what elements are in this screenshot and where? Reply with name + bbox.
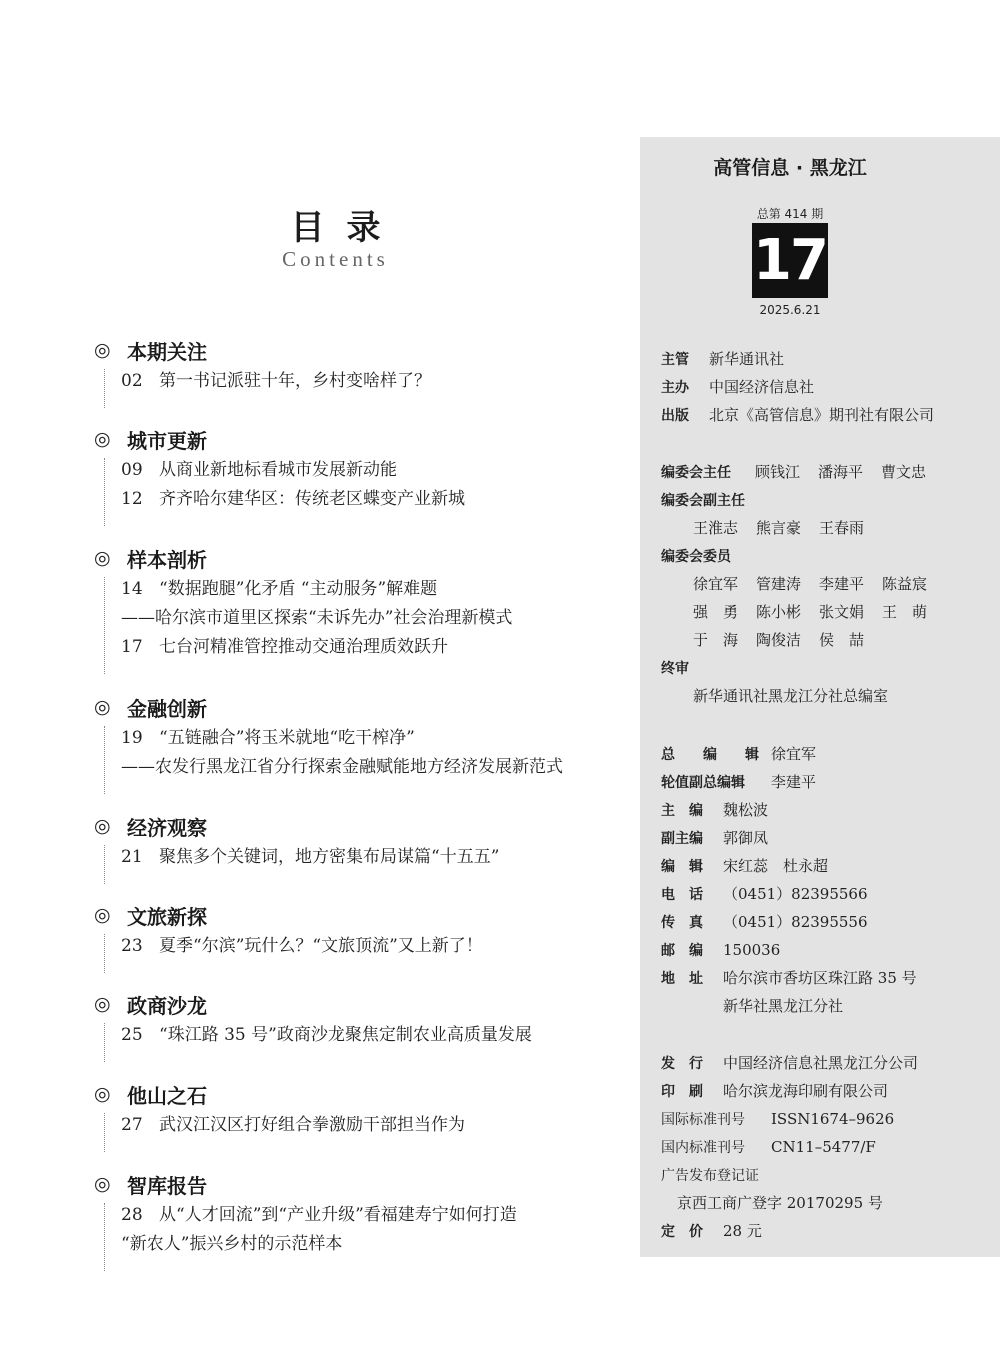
toc-entry[interactable]: 28 从“人才回流”到“产业升级”看福建寿宁如何打造 <box>121 1205 517 1225</box>
bullet-icon: ◎ <box>94 695 111 718</box>
toc-entry[interactable]: 17 七台河精准管控推动交通治理质效跃升 <box>121 637 448 657</box>
toc-section-tourism <box>94 901 639 961</box>
total-issue: 总第 414 期 <box>756 207 824 221</box>
toc-title-block <box>268 200 403 272</box>
toc-title: 目录 <box>290 208 403 248</box>
toc-entry[interactable]: 02 第一书记派驻十年，乡村变啥样了？ <box>121 371 431 391</box>
toc-entry[interactable]: 12 齐齐哈尔建华区：传统老区蝶变产业新城 <box>121 489 465 509</box>
toc-entry[interactable]: 19 “五链融合”将玉米就地“吃干榨净” <box>121 728 415 748</box>
toc-section-salon <box>94 990 639 1050</box>
section-heading: 政商沙龙 <box>127 993 207 1018</box>
bullet-icon: ◎ <box>94 427 111 450</box>
magazine-name: 高管信息 · 黑龙江 <box>713 157 867 179</box>
toc-section-finance <box>94 693 639 782</box>
toc-entry-subtitle: ——农发行黑龙江省分行探索金融赋能地方经济发展新范式 <box>121 757 563 777</box>
bullet-icon: ◎ <box>94 546 111 569</box>
issue-number: 17 <box>752 223 828 298</box>
editorial-staff: 总 编 辑 徐宜军 轮值副总编辑 李建平 主 编 魏松波 副主编 郭御凤 编 辑 宋红蕊 杜永超 电 话 （0451）82395566 传 真 （0451）82395556 邮 编 150036 地 址 哈尔滨市香坊区珠江路 35 号 新华社黑龙江分社 <box>661 745 917 1015</box>
toc-entry-subtitle: “新农人”振兴乡村的示范样本 <box>121 1234 343 1254</box>
bullet-icon: ◎ <box>94 814 111 837</box>
toc-entry[interactable]: 25 “珠江路 35 号”政商沙龙聚焦定制农业高质量发展 <box>121 1025 532 1045</box>
masthead-panel <box>640 137 1000 1257</box>
section-heading: 样本剖析 <box>127 547 207 572</box>
toc-section-thinktank <box>94 1170 639 1259</box>
toc-section-urban <box>94 425 639 514</box>
toc-entry-subtitle: ——哈尔滨市道里区探索“未诉先办”社会治理新模式 <box>121 608 513 628</box>
distribution-info: 发 行 中国经济信息社黑龙江分公司 印 刷 哈尔滨龙海印刷有限公司 国际标准刊号 ISSN1674–9626 国内标准刊号 CN11–5477/F 广告发布登记证 京西工商广登字 20170295 号 定 价 28 元 <box>661 1054 919 1240</box>
toc-section-sample <box>94 544 639 662</box>
bullet-icon: ◎ <box>94 1082 111 1105</box>
section-heading: 文旅新探 <box>127 904 207 929</box>
toc-section-others <box>94 1080 639 1140</box>
section-heading: 城市更新 <box>127 428 207 453</box>
toc-entry[interactable]: 14 “数据跑腿”化矛盾 “主动服务”解难题 <box>121 579 438 599</box>
bullet-icon: ◎ <box>94 992 111 1015</box>
section-heading: 经济观察 <box>127 815 207 840</box>
editorial-board: 编委会主任 顾钱江 潘海平 曹文忠 编委会副主任 王淮志 熊言豪 王春雨 编委会委员 徐宜军 管建涛 李建平 陈益宸 强 勇 陈小彬 张文娟 王 萌 于 海 陶俊洁 侯 喆 终审 新华通讯社黑龙江分社总编室 <box>661 463 928 705</box>
publisher-info: 主管 新华通讯社 主办 中国经济信息社 出版 北京《高管信息》期刊社有限公司 <box>661 350 935 424</box>
toc-entry[interactable]: 21 聚焦多个关键词，地方密集布局谋篇“十五五” <box>121 847 500 867</box>
bullet-icon: ◎ <box>94 1172 111 1195</box>
section-heading: 他山之石 <box>127 1083 207 1108</box>
toc-entry[interactable]: 09 从商业新地标看城市发展新动能 <box>121 460 397 480</box>
section-heading: 智库报告 <box>127 1173 207 1198</box>
section-heading: 金融创新 <box>127 696 207 721</box>
bullet-icon: ◎ <box>94 903 111 926</box>
issue-date: 2025.6.21 <box>759 303 821 317</box>
toc-entry[interactable]: 27 武汉江汉区打好组合拳激励干部担当作为 <box>121 1115 465 1135</box>
toc-subtitle: Contents <box>282 247 389 271</box>
section-heading: 本期关注 <box>127 339 207 364</box>
toc-section-economy <box>94 812 639 872</box>
toc-section-focus <box>94 336 639 396</box>
bullet-icon: ◎ <box>94 338 111 361</box>
toc-entry[interactable]: 23 夏季“尔滨”玩什么？“文旅顶流”又上新了！ <box>121 936 483 956</box>
